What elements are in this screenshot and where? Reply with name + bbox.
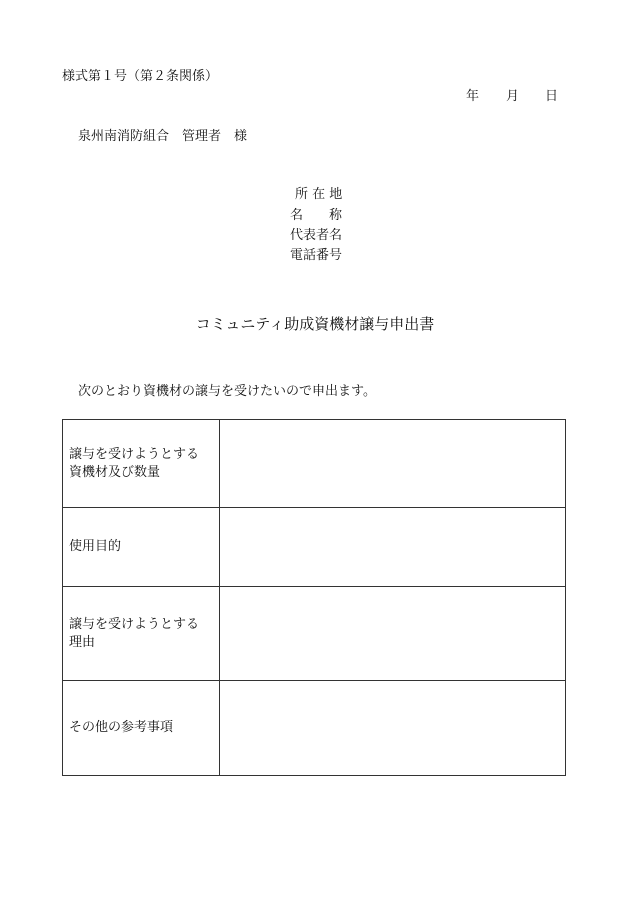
row-label-line: 理由 — [69, 634, 96, 650]
reason-field[interactable] — [220, 587, 566, 681]
form-number: 様式第１号（第２条関係） — [62, 69, 219, 84]
table-row — [63, 508, 566, 587]
date-month-label: 月 — [506, 89, 520, 104]
other-notes-field[interactable] — [220, 681, 566, 776]
name-label: 名 称 — [290, 208, 343, 223]
table-row — [63, 420, 566, 508]
application-table — [62, 419, 566, 776]
row-label-line: その他の参考事項 — [69, 720, 174, 735]
materials-quantity-field[interactable] — [220, 420, 566, 508]
row-label — [63, 681, 220, 776]
table-row — [63, 587, 566, 681]
row-label — [63, 420, 220, 508]
row-label-line: 使用目的 — [69, 539, 122, 554]
address-label: 所 在 地 — [295, 187, 343, 202]
row-label — [63, 587, 220, 681]
row-label-line: 資機材及び数量 — [69, 464, 161, 480]
row-label — [63, 508, 220, 587]
row-label-line: 譲与を受けようとする — [69, 446, 200, 462]
date-year-label: 年 — [466, 89, 480, 104]
representative-label: 代表者名 — [290, 228, 343, 243]
document-title: コミュニティ助成資機材譲与申出書 — [195, 315, 435, 333]
table-row — [63, 681, 566, 776]
date-day-label: 日 — [545, 89, 559, 104]
intro-text: 次のとおり資機材の譲与を受けたいので申出ます。 — [78, 384, 376, 399]
addressee: 泉州南消防組合 管理者 様 — [78, 129, 248, 144]
row-label-line: 譲与を受けようとする — [69, 616, 200, 632]
purpose-field[interactable] — [220, 508, 566, 587]
phone-label: 電話番号 — [290, 248, 343, 263]
